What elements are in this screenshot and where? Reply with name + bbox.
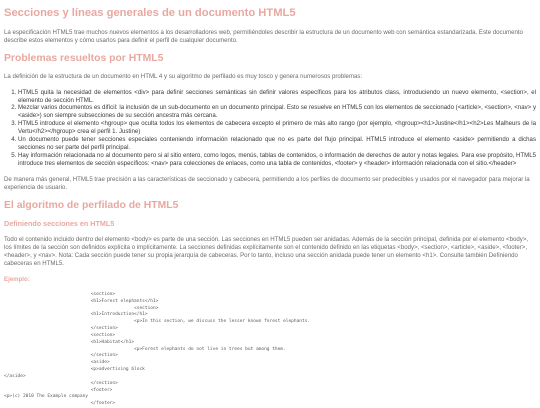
defining-paragraph: Todo el contenido incluido dentro del elemento <body> es parte de una sección. Las secciones en HTML5 pueden ser anidadas. Además de la sección principal, definida por el elemento <body>, los límites de la sección son definidos explícita o implícitamente. La secciones definidas explícitamente son el contenido definido en las etiquetas <body>, <section>, <article>, <aside>, <footer>, <header>, y <nav>. Nota: Cada sección puede tener su propia jerarquía de cabeceras. Por lo tanto, incluso una sección anidada puede tener un elemento <h1>. Consulte también Definiendo cabeceras en HTML5. [4, 236, 529, 268]
list-item: 1. HTML5 quita la necesidad de elementos <div> para definir secciones semánticas sin definir valores específicos para los atributos class, introduciendo un nuevo elemento, <section>, el elemento de sección HTML. [18, 89, 536, 105]
section-heading-problems: Problemas resueltos por HTML5 [4, 52, 164, 64]
problems-list [4, 89, 536, 168]
problems-lead: La definición de la estructura de un documento en HTML 4 y su algoritmo de perfilado es muy tosco y genera numerosos problemas: [4, 72, 363, 80]
problems-outro: De manera más general, HTML5 trae precisión a las características de seccionado y cabecera, permitiendo a los perfiles de documento ser predecibles y usados por el navegador para mejorar la experiencia de usuario. [4, 175, 530, 191]
example-label: Ejemplo: [4, 275, 30, 283]
intro-paragraph: La especificación HTML5 trae muchos nuevos elementos a los desarrolladores web, permitiéndoles describir la estructura de un documento web con semántica estandarizada. Este documento describe estos elementos y cómo usarlos para definir el perfil de cualquier documento. [4, 28, 523, 44]
list-item: 4. Un documento puede tener secciones especiales conteniendo información relacionado que no es parte del flujo principal. HTML5 introduce el elemento <aside> permitiendo a dichas secciones no ser parte del perfil principal. [18, 136, 536, 152]
list-item: 5. Hay información relacionada no al documento pero si al sitio entero, como logos, menús, tablas de contenidos, o información de derechos de autor y notas legales. Para ese propósito, HTML5 introduce tres elementos de sección específicos: <nav> para colecciones de enlaces, como una tabla de contenidos, <footer> y <header> información relacionada con el sitio.</header> [18, 152, 536, 168]
code-example: <section> <h1>Forest elephants</h1> <section> <h1>Introduction</h1> <p>In this section, we discuss the lesser known forest elephants. </section> <section> <h1>Habitat</h1> <p>Forest elephants do not live in trees but among them. </section> <aside> <p>advertising block </aside> </section> <footer> <p>(c) 2010 The Example company </footer> [4, 291, 311, 407]
document-title: Secciones y líneas generales de un documento HTML5 [4, 7, 296, 19]
list-item: 3. HTML5 introduce el elemento <hgroup> que oculta todos los elementos de cabecera excepto el primero de más alto rango (por ejemplo, <hgroup><h1>Justine</h1><h2>Les Malheurs de la Vertu</h2></hgroup> crea el perfil 1. Justine) [18, 120, 536, 136]
list-item: 2. Mezclar varios documentos es difícil: la inclusión de un sub-documento en un documento principal. Esto se resuelve en HTML5 con los elementos de seccionado (<article>, <section>, <nav> y <aside>) son siempre subsecciones de su sección ancestra más cercana. [18, 104, 536, 120]
section-heading-algorithm: El algoritmo de perfilado de HTML5 [4, 199, 179, 211]
subsection-heading-defining: Definiendo secciones en HTML5 [4, 218, 115, 228]
